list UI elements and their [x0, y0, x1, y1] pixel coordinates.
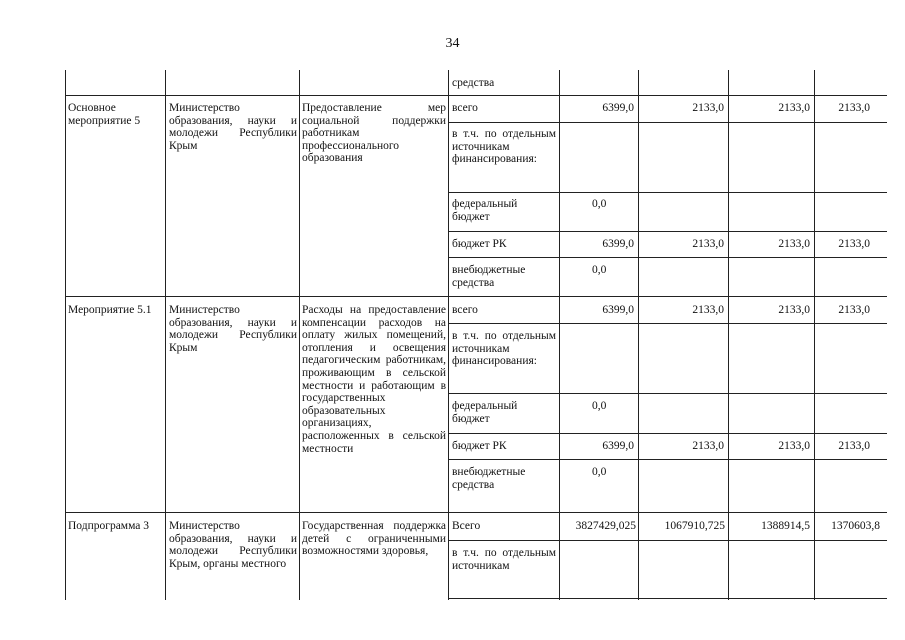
amount-total: 0,0	[592, 264, 607, 276]
amount-year-3: 2133,0	[838, 238, 870, 250]
measure-description: Предоставление мер социальной поддержки работникам профессионального образования	[302, 102, 446, 165]
amount-year-2: 1388914,5	[761, 520, 810, 532]
amount-total: 0,0	[592, 466, 607, 478]
amount-total: 6399,0	[602, 304, 634, 316]
amount-year-1: 2133,0	[692, 102, 724, 114]
row-divider	[448, 540, 887, 541]
row-divider	[448, 257, 887, 258]
section-divider	[65, 95, 887, 96]
amount-year-2: 2133,0	[778, 238, 810, 250]
measure-description: Расходы на предоставление компенсации расходов на оплату жилых помещений, отопления и освещения педагогическим работникам, проживающим в сельской местности и работающим в государственных образовательных организациях, расположенных в сельской местности	[302, 304, 446, 455]
funding-source-label: в т.ч. по отдельным источникам финансирования:	[452, 128, 556, 166]
section-divider	[65, 296, 887, 297]
section-divider	[65, 512, 887, 513]
amount-total: 0,0	[592, 400, 607, 412]
measure-name: Подпрограмма 3	[68, 520, 150, 532]
measure-executor: Министерство образования, науки и молодежи Республики Крым	[169, 102, 297, 152]
row-divider	[448, 393, 887, 394]
amount-total: 6399,0	[602, 102, 634, 114]
column-divider	[728, 70, 729, 600]
funding-source-label: внебюджетные средства	[452, 264, 526, 289]
column-divider	[448, 70, 449, 600]
amount-year-3: 2133,0	[838, 304, 870, 316]
row-divider	[448, 323, 887, 324]
amount-year-2: 2133,0	[778, 440, 810, 452]
funding-source-label: федеральный бюджет	[452, 198, 518, 223]
funding-source-label: в т.ч. по отдельным источникам финансирования:	[452, 330, 556, 368]
row-divider	[448, 122, 887, 123]
funding-source-label: бюджет РК	[452, 238, 507, 250]
column-divider	[299, 70, 300, 600]
amount-year-2: 2133,0	[778, 102, 810, 114]
column-divider	[814, 70, 815, 600]
funding-source-label: внебюджетные средства	[452, 466, 526, 491]
amount-year-1: 1067910,725	[664, 520, 725, 532]
funding-source-label: федеральный бюджет	[452, 400, 518, 425]
table-border-left	[65, 70, 66, 600]
funding-source-label: бюджет РК	[452, 440, 507, 452]
amount-total: 6399,0	[602, 238, 634, 250]
funding-source-label: в т.ч. по отдельным источникам	[452, 547, 556, 572]
amount-year-3: 2133,0	[838, 102, 870, 114]
amount-total: 3827429,025	[575, 520, 636, 532]
amount-total: 6399,0	[602, 440, 634, 452]
measure-executor: Министерство образования, науки и молодежи Республики Крым	[169, 304, 297, 354]
row-divider	[448, 433, 887, 434]
row-divider	[448, 598, 887, 599]
row-divider	[448, 231, 887, 232]
amount-year-1: 2133,0	[692, 238, 724, 250]
measure-executor: Министерство образования, науки и молодежи Республики Крым, органы местного	[169, 520, 297, 570]
column-divider	[165, 70, 166, 600]
amount-year-3: 2133,0	[838, 440, 870, 452]
amount-year-3: 1370603,8	[831, 520, 880, 532]
measure-name: Основное мероприятие 5	[68, 102, 141, 127]
row-divider	[448, 192, 887, 193]
funding-source-label: Всего	[452, 520, 481, 532]
row-divider	[448, 459, 887, 460]
amount-year-1: 2133,0	[692, 304, 724, 316]
amount-year-2: 2133,0	[778, 304, 810, 316]
measure-name: Мероприятие 5.1	[68, 304, 152, 316]
funding-source-label: всего	[452, 304, 478, 316]
page-number: 34	[445, 36, 460, 51]
measure-description: Государственная поддержка детей с ограниченными возможностями здоровья,	[302, 520, 446, 558]
funding-source-label: всего	[452, 102, 478, 114]
amount-year-1: 2133,0	[692, 440, 724, 452]
funding-source-label: средства	[452, 77, 495, 89]
amount-total: 0,0	[592, 198, 607, 210]
